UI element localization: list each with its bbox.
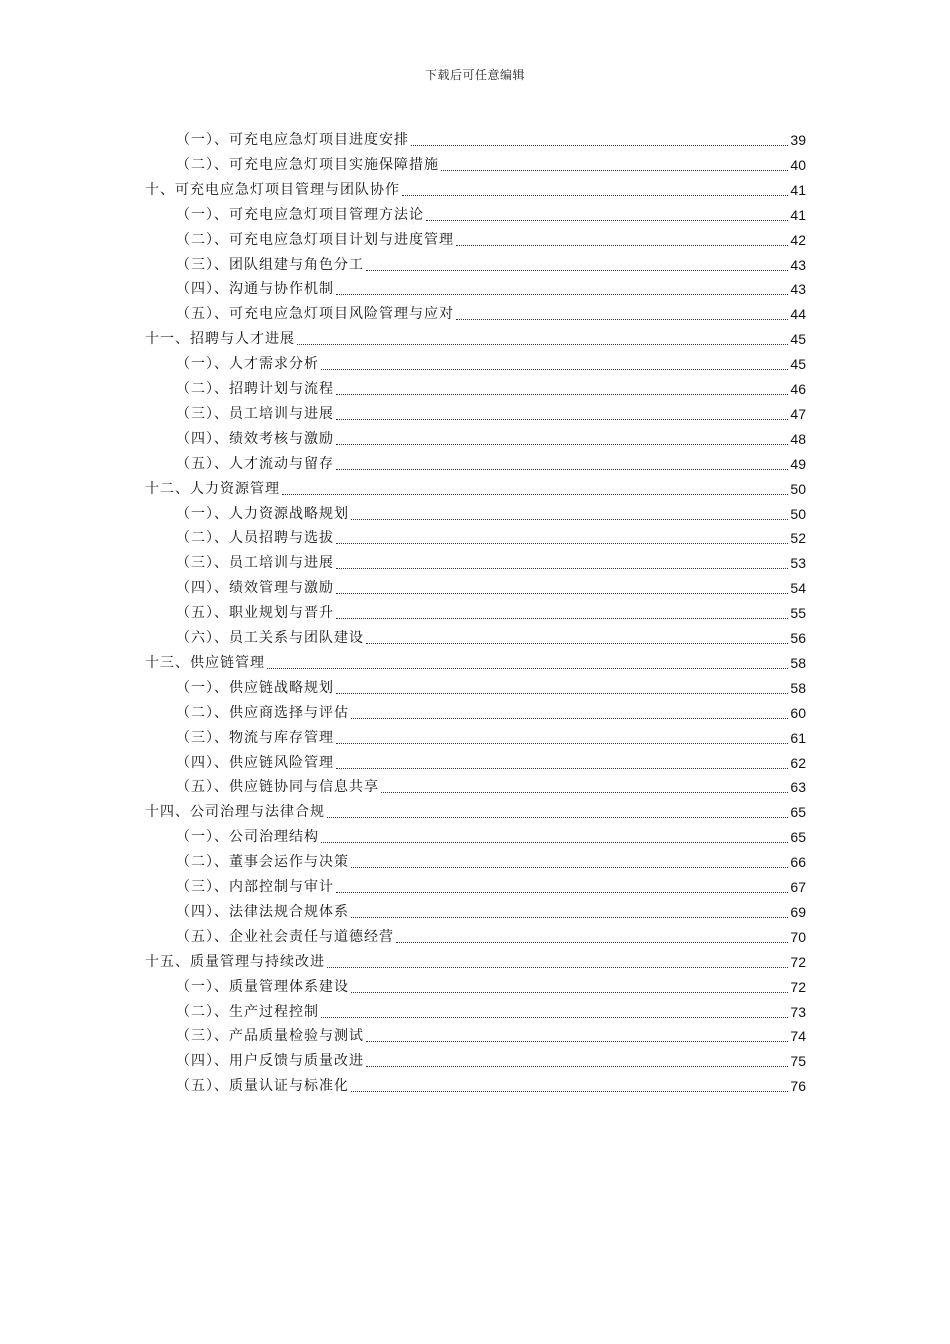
toc-entry-page-number: 54: [790, 580, 806, 597]
toc-entry-label: （四）、用户反馈与质量改进: [176, 1053, 364, 1070]
toc-entry-page-number: 74: [790, 1028, 806, 1045]
toc-entry[interactable]: [176, 1020, 806, 1045]
toc-entry[interactable]: [176, 896, 806, 921]
toc-entry-page-number: 76: [790, 1078, 806, 1095]
toc-entry-page-number: 41: [790, 181, 806, 198]
toc-entry[interactable]: [176, 348, 806, 373]
toc-entry-page-number: 55: [790, 605, 806, 622]
toc-entry-label: 十、可充电应急灯项目管理与团队协作: [145, 181, 400, 198]
toc-entry-page-number: 52: [790, 530, 806, 547]
toc-entry-page-number: 44: [790, 306, 806, 323]
toc-entry-label: （四）、沟通与协作机制: [176, 281, 334, 298]
toc-entry-label: （三）、产品质量检验与测试: [176, 1028, 364, 1045]
toc-entry[interactable]: [176, 747, 806, 772]
toc-entry-page-number: 56: [790, 630, 806, 646]
toc-entry-page-number: 65: [790, 804, 806, 821]
toc-entry-label: （五）、职业规划与晋升: [176, 605, 334, 622]
toc-entry-page-number: 65: [790, 829, 806, 846]
toc-leader-dots: [336, 567, 788, 569]
toc-entry-label: （三）、内部控制与审计: [176, 879, 334, 895]
toc-leader-dots: [426, 219, 788, 221]
toc-leader-dots: [381, 791, 788, 793]
toc-entry-page-number: 58: [790, 654, 806, 671]
toc-entry[interactable]: [145, 946, 806, 971]
toc-leader-dots: [336, 592, 788, 594]
toc-entry-page-number: 40: [790, 156, 806, 173]
toc-entry[interactable]: [145, 473, 806, 498]
toc-leader-dots: [336, 468, 788, 470]
toc-leader-dots: [327, 816, 788, 818]
toc-leader-dots: [267, 667, 788, 669]
toc-entry[interactable]: [176, 572, 806, 597]
toc-entry-page-number: 70: [790, 928, 806, 945]
toc-entry-page-number: 75: [790, 1053, 806, 1070]
toc-entry-label: （三）、物流与库存管理: [176, 729, 334, 746]
toc-entry-page-number: 43: [790, 281, 806, 298]
toc-entry[interactable]: [176, 672, 806, 697]
toc-leader-dots: [336, 767, 788, 769]
toc-entry-page-number: 45: [790, 356, 806, 373]
toc-entry-page-number: 47: [790, 405, 806, 422]
toc-entry-label: （一）、供应链战略规划: [176, 679, 334, 696]
toc-leader-dots: [336, 418, 788, 420]
toc-entry-page-number: 45: [790, 331, 806, 348]
toc-entry[interactable]: [176, 273, 806, 298]
toc-entry[interactable]: [176, 871, 806, 896]
toc-entry-label: （一）、质量管理体系建设: [176, 978, 349, 995]
toc-entry[interactable]: [176, 996, 806, 1021]
toc-entry-label: （三）、员工培训与进展: [176, 555, 334, 572]
toc-entry[interactable]: [145, 647, 806, 672]
toc-entry-label: （二）、董事会运作与决策: [176, 854, 349, 871]
toc-entry-label: （一）、公司治理结构: [176, 829, 319, 846]
toc-entry[interactable]: [176, 697, 806, 722]
toc-leader-dots: [351, 1090, 788, 1092]
toc-entry-label: 十一、招聘与人才进展: [145, 331, 295, 348]
toc-entry[interactable]: [176, 249, 806, 274]
toc-leader-dots: [351, 717, 788, 719]
toc-entry-label: （五）、质量认证与标准化: [176, 1078, 349, 1095]
toc-leader-dots: [351, 916, 788, 918]
toc-entry[interactable]: [176, 199, 806, 224]
toc-entry-label: （一）、可充电应急灯项目进度安排: [176, 132, 409, 148]
toc-entry-page-number: 39: [790, 132, 806, 148]
toc-entry-page-number: 69: [790, 903, 806, 920]
toc-entry-label: 十四、公司治理与法律合规: [145, 804, 325, 821]
toc-entry[interactable]: [176, 622, 806, 647]
toc-leader-dots: [366, 1065, 788, 1067]
toc-entry[interactable]: [176, 846, 806, 871]
toc-entry-label: （二）、可充电应急灯项目实施保障措施: [176, 156, 439, 173]
toc-entry[interactable]: [176, 124, 806, 149]
toc-entry-page-number: 73: [790, 1003, 806, 1020]
toc-entry-page-number: 46: [790, 381, 806, 397]
toc-leader-dots: [336, 692, 788, 694]
toc-entry-label: （四）、绩效管理与激励: [176, 580, 334, 597]
toc-entry-page-number: 60: [790, 704, 806, 721]
toc-entry-label: （一）、人力资源战略规划: [176, 505, 349, 522]
toc-entry-page-number: 63: [790, 779, 806, 796]
toc-entry[interactable]: [176, 522, 806, 547]
toc-entry-label: （五）、可充电应急灯项目风险管理与应对: [176, 306, 454, 323]
toc-entry[interactable]: [176, 821, 806, 846]
toc-entry[interactable]: [145, 174, 806, 199]
toc-entry[interactable]: [176, 149, 806, 174]
toc-entry-page-number: 50: [790, 505, 806, 522]
toc-entry-page-number: 43: [790, 256, 806, 273]
toc-entry-page-number: 49: [790, 455, 806, 472]
toc-leader-dots: [456, 318, 788, 320]
toc-leader-dots: [336, 742, 788, 744]
toc-entry-label: （四）、供应链风险管理: [176, 754, 334, 771]
toc-entry-label: （四）、法律法规合规体系: [176, 903, 349, 920]
toc-entry-label: 十三、供应链管理: [145, 654, 265, 671]
toc-leader-dots: [402, 194, 788, 196]
toc-leader-dots: [297, 343, 788, 345]
toc-leader-dots: [456, 244, 788, 246]
toc-leader-dots: [336, 542, 788, 544]
toc-entry-label: （五）、企业社会责任与道德经营: [176, 928, 394, 945]
toc-entry-label: （二）、生产过程控制: [176, 1003, 319, 1020]
toc-entry[interactable]: [176, 1070, 806, 1095]
toc-entry-label: （一）、人才需求分析: [176, 356, 319, 373]
toc-leader-dots: [441, 169, 788, 171]
toc-entry-page-number: 48: [790, 430, 806, 447]
toc-leader-dots: [327, 966, 788, 968]
toc-entry-page-number: 62: [790, 754, 806, 771]
page-header: 下载后可任意编辑: [424, 68, 525, 82]
toc-entry-label: （三）、员工培训与进展: [176, 405, 334, 422]
toc-leader-dots: [336, 393, 788, 395]
toc-entry-label: 十五、质量管理与持续改进: [145, 953, 325, 970]
toc-leader-dots: [321, 1016, 788, 1018]
toc-leader-dots: [336, 293, 788, 295]
toc-leader-dots: [351, 866, 788, 868]
toc-entry[interactable]: [176, 1045, 806, 1070]
toc-entry[interactable]: [176, 597, 806, 622]
toc-entry[interactable]: [176, 498, 806, 523]
toc-leader-dots: [282, 493, 788, 495]
toc-entry-label: （六）、员工关系与团队建设: [176, 630, 364, 646]
toc-entry-page-number: 61: [790, 729, 806, 746]
toc-entry[interactable]: [176, 398, 806, 423]
toc-entry-page-number: 41: [790, 206, 806, 223]
toc-entry-page-number: 42: [790, 231, 806, 248]
toc-entry-label: （一）、可充电应急灯项目管理方法论: [176, 206, 424, 223]
toc-leader-dots: [396, 941, 788, 943]
toc-entry-label: （四）、绩效考核与激励: [176, 430, 334, 447]
toc-leader-dots: [321, 841, 788, 843]
toc-leader-dots: [411, 144, 788, 146]
toc-entry[interactable]: [176, 423, 806, 448]
toc-leader-dots: [321, 368, 788, 370]
toc-entry[interactable]: [176, 547, 806, 572]
toc-leader-dots: [336, 443, 788, 445]
toc-leader-dots: [366, 642, 788, 644]
toc-entry[interactable]: [176, 771, 806, 796]
toc-entry[interactable]: [176, 921, 806, 946]
toc-leader-dots: [351, 518, 788, 520]
toc-entry-label: （二）、供应商选择与评估: [176, 704, 349, 721]
toc-entry-label: （二）、人员招聘与选拔: [176, 530, 334, 547]
toc-entry-page-number: 50: [790, 480, 806, 497]
toc-entry-label: 十二、人力资源管理: [145, 480, 280, 497]
toc-entry[interactable]: [176, 373, 806, 398]
toc-entry[interactable]: [176, 448, 806, 473]
toc-entry-page-number: 72: [790, 953, 806, 970]
toc-entry-label: （五）、人才流动与留存: [176, 455, 334, 472]
toc-entry-page-number: 53: [790, 555, 806, 572]
toc-entry[interactable]: [176, 224, 806, 249]
toc-entry[interactable]: [145, 323, 806, 348]
toc-entry-label: （三）、团队组建与角色分工: [176, 256, 364, 273]
toc-entry-label: （二）、招聘计划与流程: [176, 381, 334, 397]
toc-leader-dots: [336, 617, 788, 619]
toc-leader-dots: [366, 1040, 788, 1042]
toc-entry[interactable]: [145, 796, 806, 821]
toc-leader-dots: [366, 269, 788, 271]
toc-leader-dots: [336, 891, 788, 893]
toc-entry-page-number: 58: [790, 679, 806, 696]
toc-entry-page-number: 72: [790, 978, 806, 995]
toc-leader-dots: [351, 991, 788, 993]
toc-entry-label: （五）、供应链协同与信息共享: [176, 779, 379, 796]
toc-entry-page-number: 67: [790, 879, 806, 895]
toc-entry-page-number: 66: [790, 854, 806, 871]
toc-entry[interactable]: [176, 971, 806, 996]
toc-entry-label: （二）、可充电应急灯项目计划与进度管理: [176, 231, 454, 248]
toc-entry[interactable]: [176, 298, 806, 323]
toc-entry[interactable]: [176, 722, 806, 747]
